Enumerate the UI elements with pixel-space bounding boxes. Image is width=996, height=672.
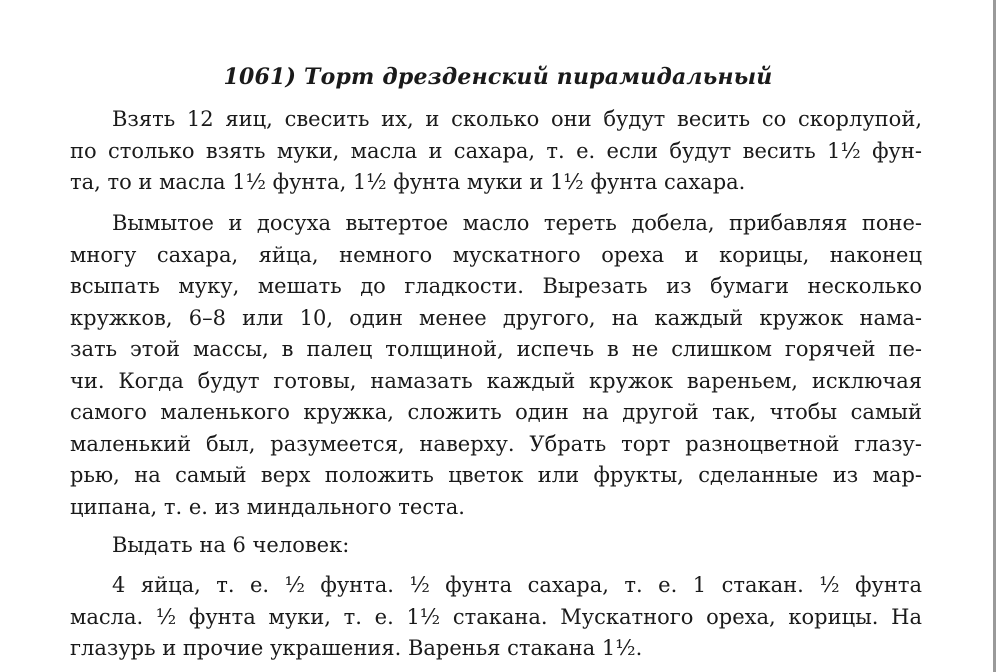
ingredients-paragraph <box>70 570 922 665</box>
text-line: маленький был, разумеется, наверху. Убрать торт разноцветной глазу- <box>70 431 922 456</box>
text-line: ципана, т. е. из миндального теста. <box>70 494 465 519</box>
text-line: масла. ½ фунта муки, т. е. 1½ стакана. Мускатного ореха, корицы. На <box>70 604 922 629</box>
text-line: та, то и масла 1½ фунта, 1½ фунта муки и 1½ фунта сахара. <box>70 170 746 194</box>
text-line: Вымытое и досуха вытертое масло тереть добела, прибавляя поне- <box>112 211 922 235</box>
text-line: по столько взять муки, масла и сахара, т. е. если будут весить 1½ фун- <box>70 138 922 163</box>
text-line: глазурь и прочие украшения. Варенья стакана 1½. <box>70 636 643 660</box>
text-line: 4 яйца, т. е. ½ фунта. ½ фунта сахара, т. е. 1 стакан. ½ фунта <box>112 573 922 597</box>
text-line: зать этой массы, в палец толщиной, испечь в не слишком горячей пе- <box>70 337 922 361</box>
text-line: чи. Когда будут готовы, намазать каждый кружок вареньем, исключая <box>70 368 922 393</box>
recipe-method-paragraph <box>70 208 922 523</box>
recipe-title: 1061) Торт дрезденский пирамидальный <box>223 64 773 90</box>
text-line: рью, на самый верх положить цветок или фрукты, сделанные из мар- <box>70 463 922 487</box>
text-line: кружков, 6–8 или 10, один менее другого, на каждый кружок нама- <box>70 305 922 330</box>
text-line: Выдать на 6 человек: <box>112 533 350 557</box>
text-line: многу сахара, яйца, немного мускатного ореха и корицы, наконец <box>70 242 922 267</box>
text-line: самого маленького кружка, сложить один на другой так, чтобы самый <box>70 400 922 424</box>
recipe-intro-paragraph <box>70 104 922 199</box>
text-line: всыпать муку, мешать до гладкости. Вырезать из бумаги несколько <box>70 274 922 298</box>
text-line: Взять 12 яиц, свесить их, и сколько они будут весить со скорлупой, <box>112 107 922 131</box>
servings-heading-paragraph <box>70 530 922 562</box>
